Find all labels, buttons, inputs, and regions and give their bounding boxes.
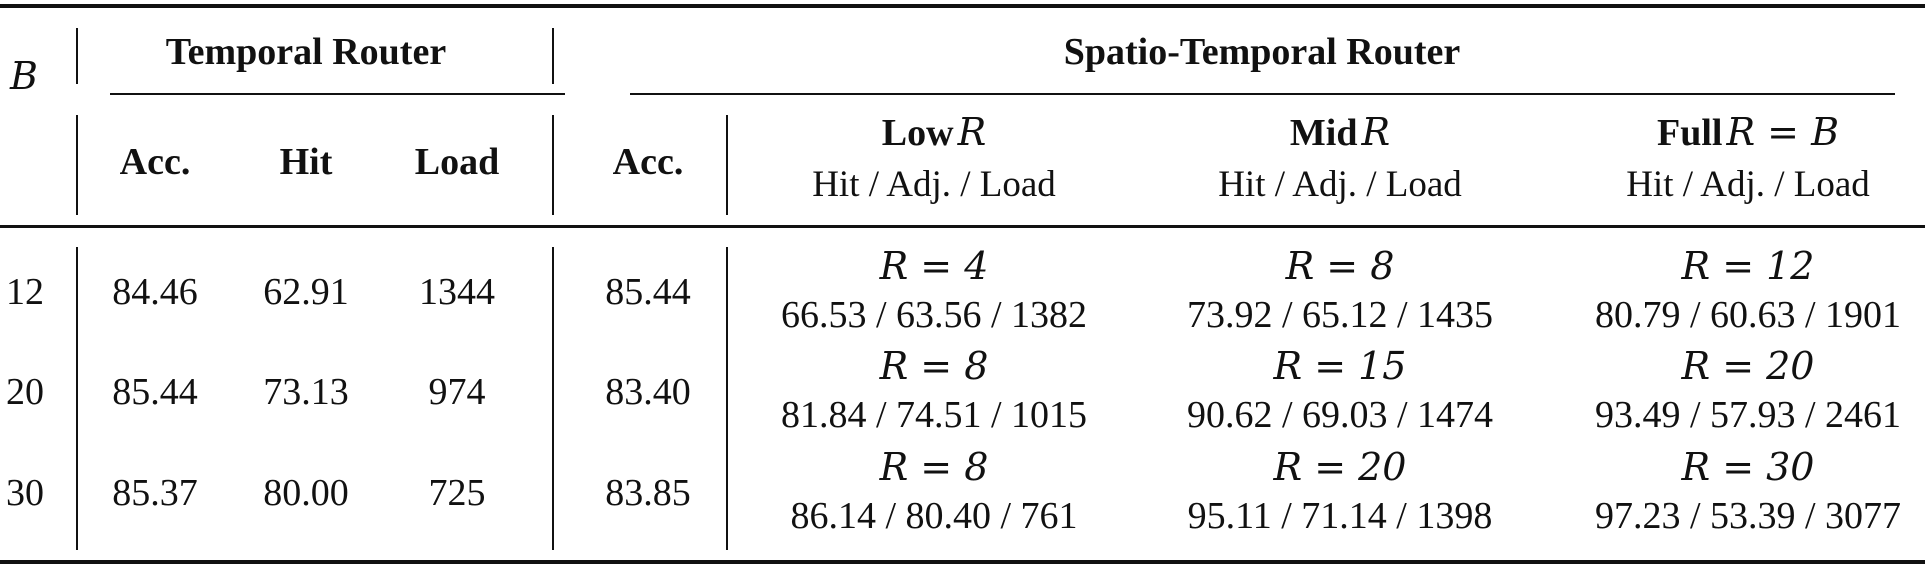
mid-r-bold: Mid — [1289, 112, 1358, 154]
spatio-temporal-router-header: Spatio-Temporal Router — [1063, 31, 1461, 73]
b-cell: 12 — [6, 271, 44, 313]
b-cell: 30 — [6, 472, 44, 514]
mid-r-value-cell: R = 20 — [1273, 445, 1407, 489]
temporal-load-cell: 974 — [428, 371, 486, 413]
spatio-temporal-group-rule — [630, 93, 1895, 95]
vrule-b-mid — [76, 115, 78, 215]
temporal-acc-cell: 85.44 — [112, 371, 198, 413]
full-r-header — [1657, 110, 1839, 155]
mid-r-value-cell: R = 15 — [1273, 344, 1407, 388]
vrule-st-acc-body — [726, 247, 728, 550]
temporal-hit-cell: 73.13 — [263, 371, 349, 413]
b-cell: 20 — [6, 371, 44, 413]
vrule-b-body — [76, 247, 78, 550]
mid-r-value-cell: R = 8 — [1285, 244, 1395, 288]
low-r-symbol: R — [957, 110, 987, 154]
full-r-metrics-cell: 97.23 / 53.39 / 3077 — [1594, 495, 1902, 537]
full-r-subheader: Hit / Adj. / Load — [1626, 164, 1870, 205]
b-header: B — [10, 54, 38, 98]
bottom-rule — [0, 560, 1925, 564]
temporal-acc-cell: 85.37 — [112, 472, 198, 514]
temporal-hit-header: Hit — [279, 141, 333, 183]
header-rule — [0, 225, 1925, 228]
mid-r-metrics-cell: 95.11 / 71.14 / 1398 — [1187, 495, 1493, 537]
temporal-acc-cell: 84.46 — [112, 271, 198, 313]
low-r-subheader: Hit / Adj. / Load — [812, 164, 1056, 205]
low-r-bold: Low — [881, 112, 954, 154]
full-r-eq: R = B — [1726, 110, 1840, 154]
top-rule — [0, 4, 1925, 8]
low-r-value-cell: R = 8 — [879, 344, 989, 388]
low-r-header — [882, 110, 986, 155]
vrule-st-acc-mid — [726, 115, 728, 215]
st-acc-cell: 83.85 — [605, 472, 691, 514]
low-r-value-cell: R = 8 — [879, 445, 989, 489]
st-acc-cell: 83.40 — [605, 371, 691, 413]
low-r-metrics-cell: 81.84 / 74.51 / 1015 — [780, 394, 1088, 436]
temporal-hit-cell: 80.00 — [263, 472, 349, 514]
mid-r-metrics-cell: 73.92 / 65.12 / 1435 — [1186, 294, 1494, 336]
mid-r-symbol: R — [1361, 110, 1391, 154]
temporal-hit-cell: 62.91 — [263, 271, 349, 313]
low-r-metrics-cell: 66.53 / 63.56 / 1382 — [780, 294, 1088, 336]
mid-r-header — [1290, 110, 1390, 155]
temporal-acc-header: Acc. — [119, 141, 191, 183]
full-r-value-cell: R = 12 — [1681, 244, 1815, 288]
full-r-metrics-cell: 93.49 / 57.93 / 2461 — [1594, 394, 1902, 436]
temporal-load-cell: 725 — [428, 472, 486, 514]
mid-r-metrics-cell: 90.62 / 69.03 / 1474 — [1186, 394, 1494, 436]
full-r-value-cell: R = 30 — [1681, 445, 1815, 489]
temporal-load-header: Load — [414, 141, 500, 183]
temporal-load-cell: 1344 — [419, 271, 495, 313]
vrule-temporal-body — [552, 247, 554, 550]
temporal-router-header: Temporal Router — [165, 31, 447, 73]
vrule-b-top — [76, 28, 78, 84]
mid-r-subheader: Hit / Adj. / Load — [1218, 164, 1462, 205]
full-r-bold: Full — [1656, 112, 1723, 154]
vrule-temporal-mid — [552, 115, 554, 215]
low-r-metrics-cell: 86.14 / 80.40 / 761 — [790, 495, 1078, 537]
vrule-temporal-top — [552, 28, 554, 84]
low-r-value-cell: R = 4 — [879, 244, 989, 288]
st-acc-header: Acc. — [612, 141, 684, 183]
full-r-metrics-cell: 80.79 / 60.63 / 1901 — [1594, 294, 1902, 336]
st-acc-cell: 85.44 — [605, 271, 691, 313]
temporal-group-rule — [110, 93, 565, 95]
full-r-value-cell: R = 20 — [1681, 344, 1815, 388]
